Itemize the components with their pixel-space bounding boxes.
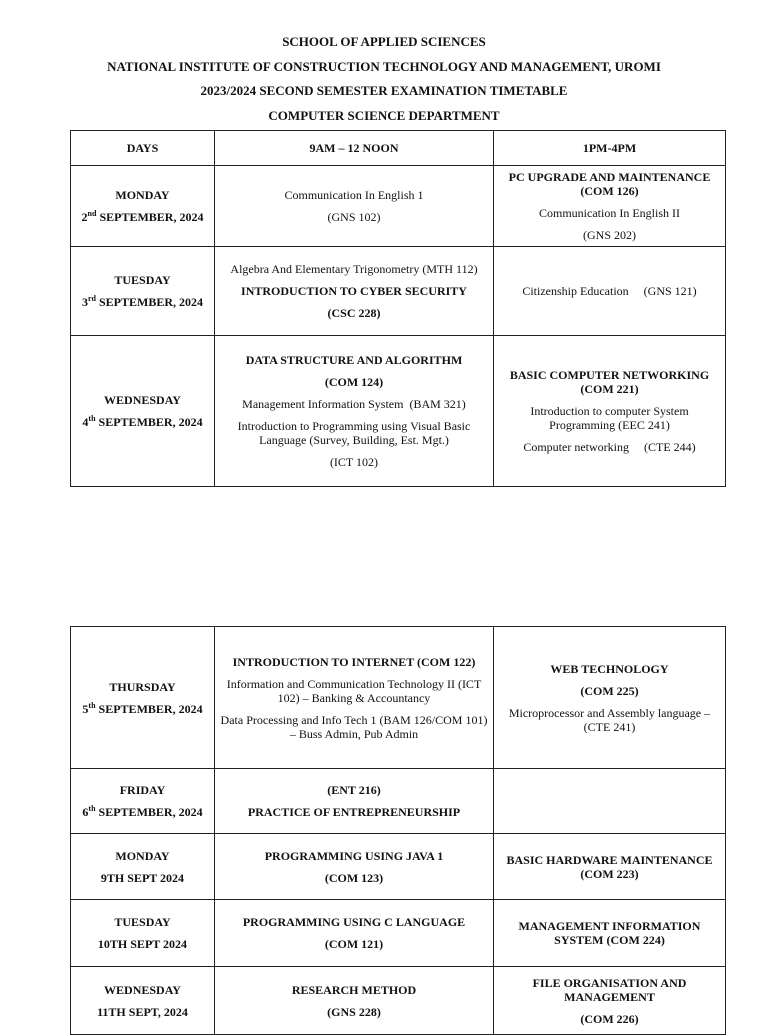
- course-code: (GNS 202): [583, 228, 636, 242]
- course-code: (BAM 321): [409, 397, 466, 411]
- day-cell: [71, 247, 215, 336]
- table-row: [71, 769, 726, 834]
- course-code: (GNS 228): [327, 1004, 381, 1019]
- afternoon-cell: [494, 166, 726, 247]
- table-row: [71, 166, 726, 247]
- course-title: PRACTICE OF ENTREPRENEURSHIP: [247, 805, 461, 819]
- course-code: (COM 226): [580, 1011, 639, 1026]
- course-title: MANAGEMENT INFORMATION SYSTEM (COM 224): [518, 919, 701, 947]
- course-code: (CSC 228): [327, 306, 381, 320]
- column-header-days: DAYS: [71, 131, 215, 166]
- course-title: BASIC COMPUTER NETWORKING (COM 221): [509, 368, 710, 396]
- morning-cell: [215, 900, 494, 967]
- day-cell: [71, 834, 215, 900]
- course-title: Citizenship Education: [522, 284, 629, 298]
- course-title: BASIC HARDWARE MAINTENANCE (COM 223): [506, 852, 713, 881]
- timetable-part-1: [70, 130, 726, 487]
- course-title: Communication In English II: [539, 206, 680, 220]
- course-code: (ENT 216): [327, 783, 381, 797]
- morning-cell: [215, 769, 494, 834]
- day-date: [75, 206, 210, 228]
- morning-cell: [215, 627, 494, 769]
- date-suffix: nd: [87, 209, 97, 218]
- afternoon-cell: [494, 769, 726, 834]
- day-date: 11TH SEPT, 2024: [97, 1004, 188, 1019]
- column-header-morning: 9AM – 12 NOON: [215, 131, 494, 166]
- afternoon-cell: [494, 834, 726, 900]
- course-code: (ICT 102): [329, 455, 379, 469]
- date-suffix: th: [88, 700, 96, 710]
- day-cell: [71, 769, 215, 834]
- course-code: (COM 121): [324, 937, 384, 951]
- afternoon-cell: [494, 247, 726, 336]
- course-entry: [498, 284, 721, 298]
- timetable-part-2: [70, 626, 726, 1035]
- table-row: [71, 967, 726, 1035]
- course-code: (COM 225): [580, 683, 639, 698]
- course-title: Communication In English 1: [284, 188, 424, 202]
- day-date: 9TH SEPT 2024: [100, 870, 185, 885]
- afternoon-cell: [494, 900, 726, 967]
- day-date: [75, 411, 210, 433]
- institute-name: NATIONAL INSTITUTE OF CONSTRUCTION TECHNOLOGY AND MANAGEMENT, UROMI: [107, 58, 661, 74]
- column-header-afternoon: 1PM-4PM: [494, 131, 726, 166]
- course-title: Data Processing and Info Tech 1 (BAM 126/COM 101) – Buss Admin, Pub Admin: [220, 712, 488, 741]
- day-cell: [71, 967, 215, 1035]
- morning-cell: [215, 967, 494, 1035]
- course-title: INTRODUCTION TO INTERNET (COM 122): [232, 654, 476, 669]
- day-date: 10TH SEPT 2024: [97, 937, 188, 951]
- course-title: DATA STRUCTURE AND ALGORITHM: [245, 353, 463, 367]
- afternoon-cell: [494, 627, 726, 769]
- table-row: [71, 247, 726, 336]
- date-suffix: th: [88, 804, 96, 813]
- department-name: COMPUTER SCIENCE DEPARTMENT: [268, 107, 500, 123]
- course-entry: [219, 397, 489, 411]
- date-rest: SEPTEMBER, 2024: [96, 210, 204, 224]
- course-title: Information and Communication Technology II (ICT 102) – Banking & Accountancy: [226, 676, 482, 705]
- afternoon-cell: [494, 967, 726, 1035]
- date-suffix: rd: [87, 294, 96, 303]
- date-rest: SEPTEMBER, 2024: [95, 805, 203, 819]
- date-number: 3: [81, 295, 88, 309]
- day-name: THURSDAY: [109, 679, 176, 694]
- day-date: [75, 698, 210, 720]
- table-row: [71, 900, 726, 967]
- document-header: [0, 30, 768, 128]
- course-title: Microprocessor and Assembly language – (CTE 241): [508, 705, 711, 734]
- school-name: SCHOOL OF APPLIED SCIENCES: [282, 34, 486, 49]
- course-code: (GNS 121): [643, 284, 697, 298]
- course-title: Computer networking: [523, 440, 629, 454]
- table-row: [71, 834, 726, 900]
- timetable-title: 2023/2024 SECOND SEMESTER EXAMINATION TIMETABLE: [200, 83, 568, 98]
- date-number: 4: [82, 415, 89, 429]
- date-rest: SEPTEMBER, 2024: [95, 701, 203, 716]
- course-code: (COM 123): [324, 870, 384, 885]
- course-code: (GNS 102): [327, 210, 381, 224]
- day-date: [75, 801, 210, 823]
- day-name: WEDNESDAY: [104, 393, 181, 407]
- morning-cell: [215, 247, 494, 336]
- table-row: [71, 627, 726, 769]
- course-code: (COM 124): [324, 375, 384, 389]
- day-name: TUESDAY: [114, 915, 171, 929]
- day-cell: [71, 166, 215, 247]
- day-name: MONDAY: [115, 848, 170, 863]
- course-title: Introduction to computer System Programming (EEC 241): [530, 404, 689, 432]
- day-name: FRIDAY: [119, 783, 166, 797]
- day-date: [75, 291, 210, 313]
- course-title: FILE ORGANISATION AND MANAGEMENT: [532, 975, 687, 1004]
- course-title: Introduction to Programming using Visual Basic Language (Survey, Building, Est. Mgt.): [237, 419, 471, 447]
- morning-cell: [215, 166, 494, 247]
- course-title: PC UPGRADE AND MAINTENANCE (COM 126): [508, 170, 711, 198]
- course-title: INTRODUCTION TO CYBER SECURITY: [241, 284, 467, 298]
- table-header-row: [71, 131, 726, 166]
- course-title: RESEARCH METHOD: [291, 982, 417, 997]
- date-rest: SEPTEMBER, 2024: [95, 295, 203, 309]
- day-name: MONDAY: [115, 188, 170, 202]
- course-title: Algebra And Elementary Trigonometry (MTH 112): [230, 262, 478, 276]
- day-name: WEDNESDAY: [104, 982, 181, 997]
- day-cell: [71, 900, 215, 967]
- morning-cell: [215, 336, 494, 487]
- date-suffix: th: [88, 414, 96, 423]
- course-code: (CTE 244): [644, 440, 696, 454]
- day-cell: [71, 336, 215, 487]
- day-name: TUESDAY: [114, 273, 171, 287]
- course-title: PROGRAMMING USING C LANGUAGE: [242, 915, 466, 929]
- afternoon-cell: [494, 336, 726, 487]
- date-number: 5: [82, 701, 89, 716]
- day-cell: [71, 627, 215, 769]
- date-rest: SEPTEMBER, 2024: [95, 415, 203, 429]
- course-title: Management Information System: [242, 397, 404, 411]
- date-number: 2: [81, 210, 88, 224]
- morning-cell: [215, 834, 494, 900]
- course-title: WEB TECHNOLOGY: [550, 661, 669, 676]
- course-title: PROGRAMMING USING JAVA 1: [264, 848, 444, 863]
- course-entry: [498, 440, 721, 454]
- table-row: [71, 336, 726, 487]
- date-number: 6: [82, 805, 89, 819]
